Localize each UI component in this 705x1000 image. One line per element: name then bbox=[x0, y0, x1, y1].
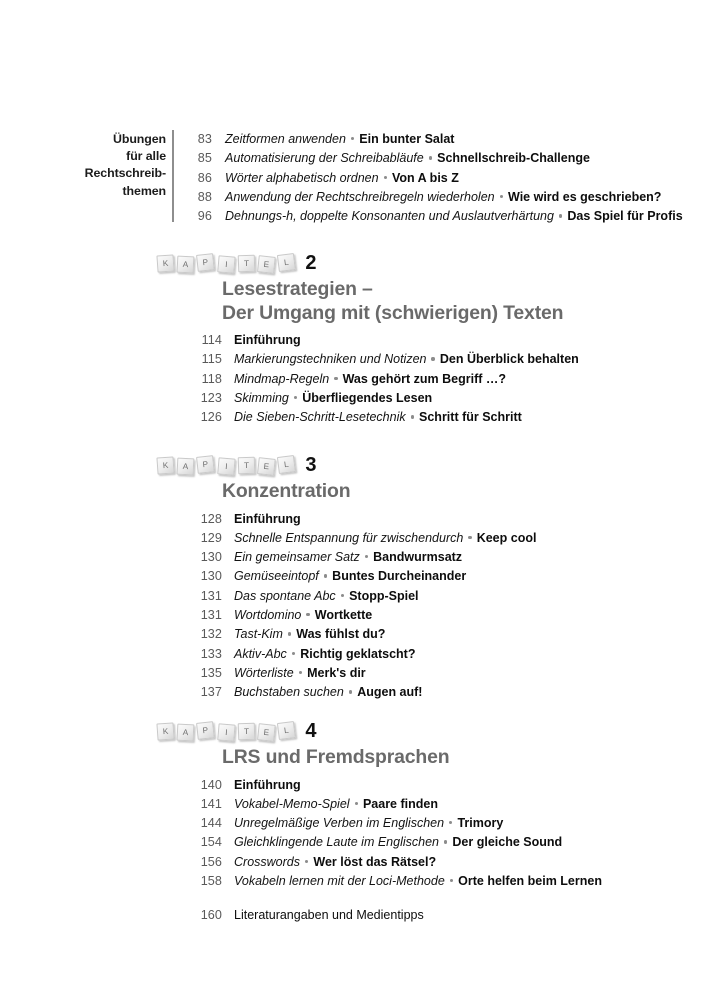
entry-text bbox=[212, 207, 683, 226]
kapitel-letter-tile: A bbox=[177, 457, 195, 475]
side-label-line: themen bbox=[122, 183, 166, 198]
toc-entry[interactable] bbox=[178, 389, 705, 408]
entry-page-number: 85 bbox=[197, 151, 212, 166]
bullet-separator-icon bbox=[468, 536, 471, 539]
entry-description: Anwendung der Rechtschreibregeln wiederholen bbox=[225, 189, 495, 204]
chapter-title-line: Konzentration bbox=[222, 480, 351, 502]
entry-page-number: 160 bbox=[200, 908, 222, 922]
entry-page-number: 118 bbox=[201, 371, 222, 386]
entry-title: Paare finden bbox=[362, 796, 438, 811]
entry-page-number: 158 bbox=[200, 873, 222, 888]
kapitel-tiles bbox=[157, 255, 298, 272]
chapter-title bbox=[0, 746, 705, 770]
kapitel-letter-tile: K bbox=[156, 722, 174, 740]
entry-description: Wörter alphabetisch ordnen bbox=[225, 170, 379, 185]
kapitel-tiles bbox=[157, 457, 298, 474]
kapitel-letter-tile: L bbox=[277, 455, 296, 474]
toc-entry[interactable] bbox=[178, 645, 705, 664]
entry-title: Literaturangaben und Medientipps bbox=[234, 908, 424, 922]
kapitel-letter-tile: K bbox=[156, 254, 174, 272]
entry-description: Buchstaben suchen bbox=[234, 685, 344, 700]
continued-entry-list bbox=[174, 130, 705, 226]
toc-entry[interactable] bbox=[178, 567, 705, 586]
entry-title: Schritt für Schritt bbox=[419, 410, 522, 425]
entry-title: Richtig geklatscht? bbox=[300, 646, 416, 661]
entry-text bbox=[222, 664, 366, 683]
entry-page-number: 128 bbox=[200, 511, 222, 526]
bullet-separator-icon bbox=[450, 879, 453, 882]
entry-page-number: 123 bbox=[200, 390, 222, 405]
entry-page-number: 88 bbox=[197, 189, 212, 204]
entry-text bbox=[222, 587, 419, 606]
kapitel-letter-tile: K bbox=[156, 456, 174, 474]
chapter-section-3 bbox=[0, 450, 705, 702]
kapitel-letter-tile: T bbox=[237, 456, 255, 474]
entry-title: Einführung bbox=[234, 777, 301, 792]
kapitel-letter-tile: E bbox=[257, 723, 276, 742]
toc-entry[interactable] bbox=[174, 188, 705, 207]
entry-page-number: 133 bbox=[200, 646, 222, 661]
entry-page-number: 140 bbox=[200, 777, 222, 792]
entry-title: Einführung bbox=[234, 333, 301, 347]
entry-page-number: 83 bbox=[197, 132, 212, 146]
entry-text bbox=[222, 833, 562, 852]
entry-title: Trimory bbox=[457, 816, 504, 831]
kapitel-letter-tile: P bbox=[196, 253, 215, 272]
bullet-separator-icon bbox=[306, 613, 309, 616]
entry-title: Keep cool bbox=[476, 530, 537, 545]
entry-page-number: 154 bbox=[200, 835, 222, 850]
entry-page-number: 115 bbox=[201, 352, 222, 367]
entry-text bbox=[222, 567, 466, 586]
entry-title: Augen auf! bbox=[357, 685, 423, 700]
chapter-marker bbox=[0, 248, 705, 278]
entry-text bbox=[222, 510, 301, 529]
bullet-separator-icon bbox=[305, 860, 308, 863]
chapter-number: 4 bbox=[305, 720, 317, 742]
bullet-separator-icon bbox=[299, 671, 302, 674]
toc-entry[interactable] bbox=[174, 149, 705, 168]
entry-title: Von A bis Z bbox=[391, 170, 459, 185]
entry-title: Der gleiche Sound bbox=[452, 835, 563, 850]
bullet-separator-icon bbox=[384, 176, 387, 179]
entry-description: Crosswords bbox=[234, 854, 300, 869]
entry-description: Ein gemeinsamer Satz bbox=[234, 550, 360, 565]
entry-text bbox=[222, 370, 506, 389]
kapitel-letter-tile: I bbox=[217, 255, 235, 273]
continued-section bbox=[0, 130, 705, 226]
kapitel-letter-tile: P bbox=[196, 455, 215, 474]
kapitel-letter-tile: I bbox=[217, 723, 235, 741]
entry-title: Einführung bbox=[234, 511, 301, 526]
entry-title: Ein bunter Salat bbox=[359, 132, 455, 146]
entry-text bbox=[222, 906, 424, 925]
entry-description: Automatisierung der Schreibabläufe bbox=[225, 151, 424, 166]
entry-page-number: 96 bbox=[197, 209, 212, 224]
entry-description: Tast-Kim bbox=[234, 627, 283, 642]
toc-entry[interactable] bbox=[178, 370, 705, 389]
entry-text bbox=[222, 872, 602, 891]
entry-page-number: 126 bbox=[200, 410, 222, 425]
entry-description: Schnelle Entspannung für zwischendurch bbox=[234, 530, 464, 545]
toc-entry[interactable] bbox=[178, 776, 705, 795]
chapter-marker bbox=[0, 716, 705, 746]
kapitel-letter-tile: L bbox=[277, 253, 296, 272]
entry-description: Vokabel-Memo-Spiel bbox=[234, 796, 350, 811]
toc-entry[interactable] bbox=[178, 853, 705, 872]
toc-entry[interactable] bbox=[178, 872, 705, 891]
bullet-separator-icon bbox=[444, 840, 447, 843]
toc-entry[interactable] bbox=[178, 587, 705, 606]
entry-text bbox=[222, 814, 503, 833]
chapter-title bbox=[0, 278, 705, 325]
chapter-title-line: Der Umgang mit (schwierigen) Texten bbox=[222, 301, 564, 324]
entry-page-number: 132 bbox=[200, 627, 222, 642]
kapitel-letter-tile: L bbox=[277, 721, 296, 740]
chapter-number: 2 bbox=[305, 252, 317, 274]
entry-text bbox=[222, 683, 422, 702]
side-label-line: für alle bbox=[126, 149, 166, 164]
entry-page-number: 130 bbox=[200, 569, 222, 584]
entry-text bbox=[222, 529, 536, 548]
toc-entry[interactable] bbox=[178, 683, 705, 702]
chapter-title bbox=[0, 480, 705, 504]
bullet-separator-icon bbox=[292, 652, 295, 655]
chapter-number: 3 bbox=[305, 454, 317, 476]
entry-description: Vokabeln lernen mit der Loci-Methode bbox=[234, 873, 445, 888]
side-label-line: Übungen bbox=[113, 132, 166, 146]
bullet-separator-icon bbox=[324, 574, 327, 577]
chapter-entry-list bbox=[0, 776, 705, 892]
toc-entry[interactable] bbox=[178, 350, 705, 369]
chapter-section-2 bbox=[0, 248, 705, 427]
entry-page-number: 141 bbox=[200, 796, 222, 811]
toc-entry[interactable] bbox=[178, 548, 705, 567]
entry-description: Dehnungs-h, doppelte Konsonanten und Auslautverhärtung bbox=[225, 209, 554, 224]
back-matter-section bbox=[0, 906, 705, 925]
bullet-separator-icon bbox=[334, 377, 337, 380]
entry-title: Was gehört zum Begriff …? bbox=[342, 371, 507, 386]
entry-title: Überfliegendes Lesen bbox=[302, 390, 433, 405]
bullet-separator-icon bbox=[449, 821, 452, 824]
entry-title: Schnellschreib-Challenge bbox=[437, 151, 590, 166]
entry-title: Das Spiel für Profis bbox=[567, 209, 683, 224]
toc-entry[interactable] bbox=[178, 625, 705, 644]
bullet-separator-icon bbox=[500, 195, 503, 198]
bullet-separator-icon bbox=[355, 802, 358, 805]
entry-text bbox=[222, 776, 301, 795]
entry-text bbox=[212, 149, 590, 168]
entry-title: Merk's dir bbox=[307, 665, 366, 680]
entry-page-number: 135 bbox=[200, 665, 222, 680]
entry-page-number: 144 bbox=[200, 816, 222, 831]
entry-description: Gemüseeintopf bbox=[234, 569, 319, 584]
bullet-separator-icon bbox=[294, 396, 297, 399]
bullet-separator-icon bbox=[559, 214, 562, 217]
entry-page-number: 129 bbox=[200, 530, 222, 545]
toc-entry[interactable] bbox=[178, 814, 705, 833]
entry-text bbox=[222, 350, 579, 369]
entry-text bbox=[222, 389, 432, 408]
kapitel-letter-tile: A bbox=[177, 255, 195, 273]
toc-entry[interactable] bbox=[178, 529, 705, 548]
entry-description: Skimming bbox=[234, 390, 289, 405]
entry-page-number: 131 bbox=[200, 588, 222, 603]
bullet-separator-icon bbox=[341, 594, 344, 597]
entry-page-number: 156 bbox=[200, 854, 222, 869]
entry-page-number: 130 bbox=[200, 550, 222, 565]
chapter-title-line: Lesestrategien – bbox=[222, 278, 373, 300]
kapitel-letter-tile: P bbox=[196, 721, 215, 740]
entry-page-number: 114 bbox=[201, 333, 222, 347]
toc-entry[interactable] bbox=[178, 408, 705, 427]
entry-description: Mindmap-Regeln bbox=[234, 371, 330, 386]
chapter-entry-list bbox=[0, 331, 705, 427]
entry-title: Wer löst das Rätsel? bbox=[313, 854, 437, 869]
entry-description: Unregelmäßige Verben im Englischen bbox=[234, 816, 445, 831]
entry-title: Stopp-Spiel bbox=[349, 588, 419, 603]
entry-title: Was fühlst du? bbox=[296, 627, 386, 642]
kapitel-letter-tile: A bbox=[177, 723, 195, 741]
toc-entry[interactable] bbox=[178, 795, 705, 814]
entry-title: Wie wird es geschrieben? bbox=[508, 189, 662, 204]
kapitel-letter-tile: I bbox=[217, 457, 235, 475]
entry-description: Zeitformen anwenden bbox=[225, 132, 346, 146]
entry-description: Das spontane Abc bbox=[234, 588, 336, 603]
entry-text bbox=[222, 625, 385, 644]
kapitel-letter-tile: E bbox=[257, 457, 276, 476]
toc-entry[interactable] bbox=[178, 833, 705, 852]
bullet-separator-icon bbox=[431, 357, 434, 360]
bullet-separator-icon bbox=[288, 632, 291, 635]
entry-description: Wörterliste bbox=[234, 665, 294, 680]
entry-page-number: 131 bbox=[200, 607, 222, 622]
entry-description: Gleichklingende Laute im Englischen bbox=[234, 835, 439, 850]
entry-text bbox=[222, 795, 438, 814]
toc-entry[interactable] bbox=[178, 331, 705, 350]
chapter-section-4 bbox=[0, 716, 705, 891]
toc-entry[interactable] bbox=[178, 664, 705, 683]
entry-description: Die Sieben-Schritt-Lesetechnik bbox=[234, 410, 406, 425]
chapter-marker bbox=[0, 450, 705, 480]
entry-description: Wortdomino bbox=[234, 607, 302, 622]
toc-entry[interactable] bbox=[178, 510, 705, 529]
entry-text bbox=[222, 408, 522, 427]
bullet-separator-icon bbox=[351, 137, 354, 140]
entry-text bbox=[212, 169, 459, 188]
kapitel-letter-tile: T bbox=[237, 254, 255, 272]
side-label-line: Rechtschreib- bbox=[84, 166, 166, 181]
entry-title: Bandwurmsatz bbox=[373, 550, 463, 565]
entry-text bbox=[222, 853, 436, 872]
chapter-entry-list bbox=[0, 510, 705, 703]
kapitel-letter-tile: T bbox=[237, 722, 255, 740]
entry-text bbox=[222, 548, 462, 567]
bullet-separator-icon bbox=[365, 555, 368, 558]
toc-entry[interactable] bbox=[174, 207, 705, 226]
entry-title: Buntes Durcheinander bbox=[332, 569, 467, 584]
toc-entry[interactable] bbox=[174, 130, 705, 149]
toc-entry[interactable] bbox=[0, 906, 705, 925]
entry-page-number: 137 bbox=[200, 685, 222, 700]
entry-text bbox=[212, 130, 454, 149]
bullet-separator-icon bbox=[411, 415, 414, 418]
entry-text bbox=[222, 331, 301, 350]
kapitel-letter-tile: E bbox=[257, 255, 276, 274]
section-side-label bbox=[0, 130, 166, 200]
entry-text bbox=[212, 188, 661, 207]
toc-entry[interactable] bbox=[178, 606, 705, 625]
entry-page-number: 86 bbox=[197, 170, 212, 185]
entry-description: Markierungstechniken und Notizen bbox=[234, 352, 427, 367]
kapitel-tiles bbox=[157, 723, 298, 740]
toc-entry[interactable] bbox=[174, 169, 705, 188]
entry-title: Orte helfen beim Lernen bbox=[458, 873, 602, 888]
entry-description: Aktiv-Abc bbox=[234, 646, 287, 661]
bullet-separator-icon bbox=[349, 690, 352, 693]
entry-text bbox=[222, 606, 372, 625]
entry-title: Wortkette bbox=[314, 607, 373, 622]
chapter-title-line: LRS und Fremdsprachen bbox=[222, 746, 450, 768]
entry-title: Den Überblick behalten bbox=[439, 352, 579, 367]
entry-text bbox=[222, 645, 415, 664]
bullet-separator-icon bbox=[429, 156, 432, 159]
